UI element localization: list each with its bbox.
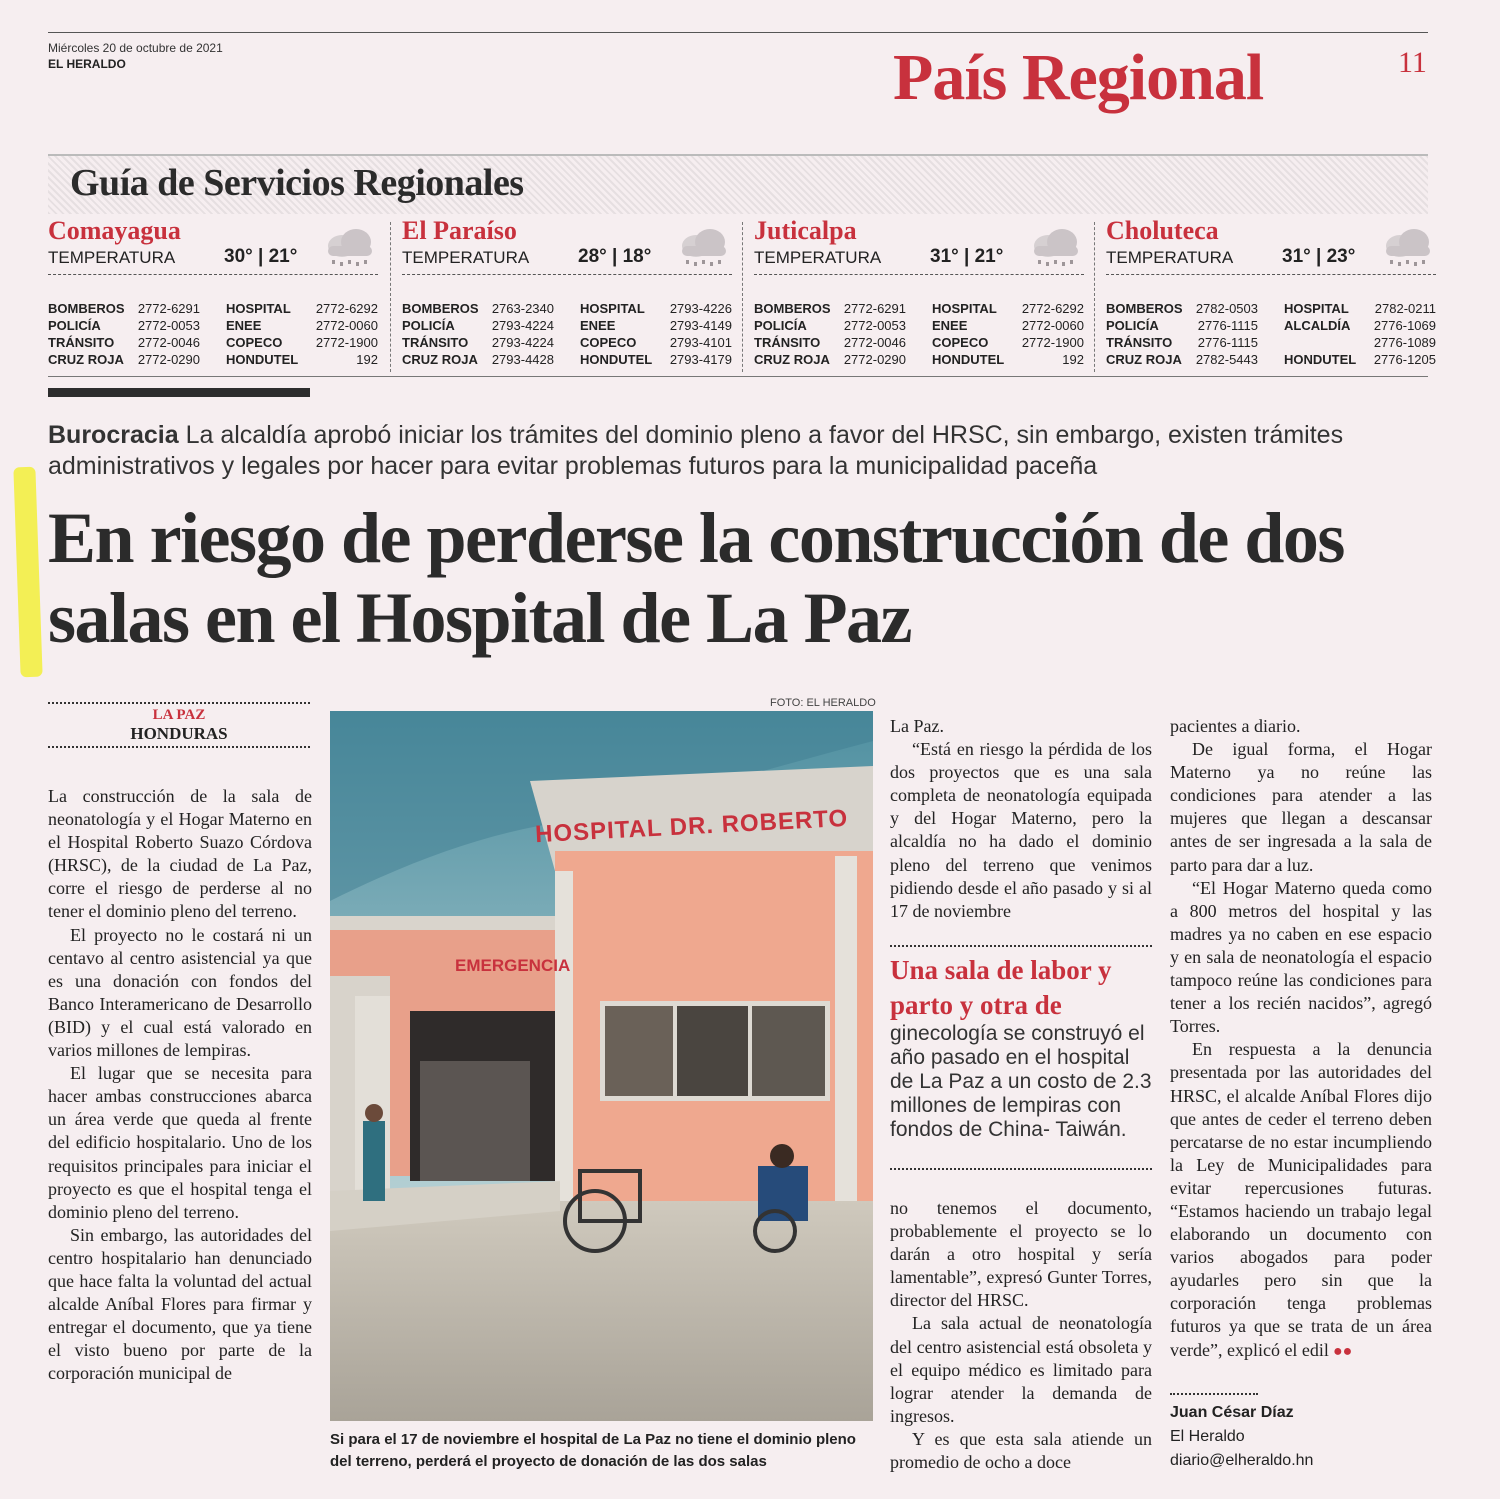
rain-cloud-icon	[1026, 224, 1084, 272]
page-number: 11	[1398, 46, 1427, 79]
temperature-value: 31° | 21°	[930, 246, 1004, 267]
service-phone: 2776-1115	[1197, 335, 1258, 350]
service-phone: 2782-0211	[1374, 301, 1436, 316]
guide-bottom-rule	[48, 376, 1428, 377]
paragraph-text: El proyecto no le costará ni un centavo al centro asistencial ya que es una donación con fondos del Banco Interamericano de Desarrollo (BID) y el cual está valorado en varios millones de lempiras.	[48, 924, 312, 1061]
service-name: HONDUTEL	[580, 352, 653, 367]
end-mark-icon: ●●	[1328, 1342, 1353, 1360]
rain-cloud-icon	[320, 224, 378, 272]
service-name: HONDUTEL	[1284, 352, 1357, 367]
pullquote-rule	[890, 945, 1152, 947]
paragraph-text: “El Hogar Materno queda como a 800 metros del hospital y las madres ya no caben en ese espacio y en sala de neonatología el espacio tampoco reúne las condiciones para tener a los recién nacidos”, agregó Torres.	[1170, 877, 1432, 1037]
service-name: ENEE	[226, 318, 262, 333]
city-name: Comayagua	[48, 216, 181, 245]
service-phone: 2772-6291	[843, 301, 906, 316]
photo-sign-emergency: EMERGENCIA	[455, 956, 571, 975]
paragraph	[890, 715, 1152, 738]
temperature-label: TEMPERATURA	[48, 248, 176, 267]
issue-date: Miércoles 20 de octubre de 2021	[48, 41, 223, 55]
city-name: El Paraíso	[402, 216, 517, 245]
service-phone: 2776-1089	[1373, 335, 1436, 350]
service-phone: 2772-0290	[843, 352, 906, 367]
paragraph-text: pacientes a diario.	[1170, 716, 1301, 736]
temperature-rule	[1106, 274, 1436, 275]
service-name: ENEE	[580, 318, 616, 333]
paragraph	[890, 1312, 1152, 1427]
hospital-photo	[330, 711, 873, 1421]
photo-credit: FOTO: EL HERALDO	[770, 697, 876, 709]
service-name: HONDUTEL	[226, 352, 299, 367]
service-name: POLICÍA	[48, 318, 101, 333]
service-name: BOMBEROS	[754, 301, 831, 316]
service-phone: 2772-6291	[137, 301, 200, 316]
service-phone: 2793-4226	[669, 301, 732, 316]
city-separator	[390, 222, 391, 372]
service-phone: 2772-6292	[1021, 301, 1084, 316]
photo-sign: HOSPITAL DR. ROBERTO	[534, 804, 849, 849]
city-name: Choluteca	[1106, 216, 1219, 245]
paragraph	[1170, 877, 1432, 1039]
paragraph	[890, 738, 1152, 923]
service-name: POLICÍA	[754, 318, 807, 333]
section-title: País Regional	[893, 41, 1264, 114]
paragraph-text: Sin embargo, las autoridades del centro hospitalario han denunciado que hace falta la voluntad del actual alcalde Aníbal Flores para firmar y entregar el documento, que ya tiene el visto bueno por parte de la corporación municipal de	[48, 1224, 312, 1384]
paragraph-text: La construcción de la sala de neonatología y el Hogar Materno en el Hospital Roberto Suazo Córdova (HRSC), de la ciudad de La Paz, corre el riesgo de perderse al no tener el dominio pleno del terreno.	[48, 786, 312, 922]
photo-caption: Si para el 17 de noviembre el hospital de La Paz no tiene el dominio pleno del terreno, perderá el proyecto de donación de las dos salas	[330, 1431, 856, 1470]
temperature-rule	[402, 274, 732, 275]
paragraph	[1170, 738, 1432, 877]
dateline-city: LA PAZ	[152, 707, 206, 723]
kicker-text: La alcaldía aprobó iniciar los trámites del dominio pleno a favor del HRSC, sin embargo, existen trámites administrativos y legales por hacer para evitar problemas futuros para la municipalidad paceña	[48, 421, 1344, 480]
service-phone: 2772-6292	[315, 301, 378, 316]
city-name: Juticalpa	[754, 216, 857, 245]
body-column-3-top	[890, 715, 1152, 923]
service-name: TRÁNSITO	[48, 335, 115, 350]
pullquote-title: Una sala de labor y parto y otra de	[890, 955, 1112, 1020]
temperature-label: TEMPERATURA	[1106, 248, 1234, 267]
service-phone: 192	[356, 352, 378, 367]
author-name: Juan César Díaz	[1170, 1404, 1294, 1421]
temperature-rule	[48, 274, 378, 275]
service-phone: 2782-0503	[1195, 301, 1258, 316]
service-name: COPECO	[226, 335, 283, 350]
service-name: HOSPITAL	[226, 301, 291, 316]
service-name: POLICÍA	[1106, 318, 1159, 333]
highlighter-mark	[13, 467, 42, 678]
dateline-country: HONDURAS	[130, 724, 228, 743]
service-name: COPECO	[580, 335, 637, 350]
city-block	[1106, 216, 1439, 376]
paragraph	[890, 1428, 1152, 1474]
service-name: HOSPITAL	[1284, 301, 1349, 316]
temperature-value: 31° | 23°	[1282, 246, 1356, 267]
dateline-rule	[48, 746, 310, 748]
temperature-label: TEMPERATURA	[402, 248, 530, 267]
service-name: TRÁNSITO	[402, 335, 469, 350]
service-phone: 2772-0046	[843, 335, 906, 350]
service-phone: 2793-4149	[669, 318, 732, 333]
paragraph-text: no tenemos el documento, probablemente el proyecto se lo darán a otro hospital y sería lamentable”, expresó Gunter Torres, director del HRSC.	[890, 1198, 1152, 1311]
body-column-1	[48, 785, 312, 1385]
author-paper: El Heraldo	[1170, 1428, 1245, 1445]
city-block	[402, 216, 735, 376]
service-phone: 2782-5443	[1195, 352, 1258, 367]
service-phone: 2776-1205	[1373, 352, 1436, 367]
kicker	[48, 420, 1408, 482]
service-phone: 2772-0053	[137, 318, 200, 333]
body-column-3-bottom	[890, 1197, 1152, 1474]
paragraph-text: De igual forma, el Hogar Materno ya no reúne las condiciones para atender a las mujeres que llegan a descansar antes de ser ingresada a la sala de parto para dar a luz.	[1170, 739, 1432, 875]
service-phone: 2763-2340	[491, 301, 554, 316]
paragraph-text: La sala actual de neonatología del centro asistencial está obsoleta y el equipo médico es limitado para lograr atender la demanda de ingresos.	[890, 1313, 1152, 1426]
paragraph-text: El lugar que se necesita para hacer ambas construcciones abarca un área verde que queda al frente del edificio hospitalario. Uno de los requisitos principales para iniciar el proyecto es que el hospital tenga el dominio pleno del terreno.	[48, 1063, 312, 1222]
paragraph-text: Y es que esta sala atiende un promedio de ocho a doce	[890, 1428, 1152, 1473]
newspaper-name: EL HERALDO	[48, 57, 126, 71]
paragraph	[48, 1062, 312, 1224]
rain-cloud-icon	[674, 224, 732, 272]
paragraph	[48, 785, 312, 924]
city-block	[48, 216, 381, 376]
service-name: BOMBEROS	[48, 301, 125, 316]
service-name: CRUZ ROJA	[1106, 352, 1182, 367]
paragraph-text: “Está en riesgo la pérdida de los dos proyectos que es una sala completa de neonatología equipada y del Hogar Materno, pero la alcaldía no ha dado el dominio pleno del terreno que venimos pidiendo desde el año pasado y si al 17 de noviembre	[890, 739, 1152, 921]
temperature-value: 28° | 18°	[578, 246, 652, 267]
paragraph	[48, 1224, 312, 1386]
headline: En riesgo de perderse la construcción de dos salas en el Hospital de La Paz	[48, 498, 1344, 658]
service-name: POLICÍA	[402, 318, 455, 333]
temperature-value: 30° | 21°	[224, 246, 298, 267]
service-name: HOSPITAL	[580, 301, 645, 316]
temperature-rule	[754, 274, 1084, 275]
service-phone: 2772-1900	[1021, 335, 1084, 350]
pullquote-rule	[890, 1168, 1152, 1170]
service-phone: 2776-1115	[1197, 318, 1258, 333]
paragraph	[890, 1197, 1152, 1312]
rain-cloud-icon	[1378, 224, 1436, 272]
service-name: ALCALDÍA	[1284, 318, 1351, 333]
service-phone: 2793-4224	[491, 318, 554, 333]
paragraph	[1170, 1038, 1432, 1362]
temperature-label: TEMPERATURA	[754, 248, 882, 267]
service-name: BOMBEROS	[402, 301, 479, 316]
service-name: ENEE	[932, 318, 968, 333]
kicker-label: Burocracia	[48, 421, 179, 449]
service-phone: 2793-4101	[669, 335, 732, 350]
pullquote-body: ginecología se construyó el año pasado en el hospital de La Paz a un costo de 2.3 millones de lempiras con fondos de China- Taiwán.	[890, 1022, 1152, 1141]
service-name: TRÁNSITO	[754, 335, 821, 350]
body-column-4	[1170, 715, 1432, 1363]
signature-rule	[1170, 1393, 1258, 1395]
paragraph-text: La Paz.	[890, 716, 944, 736]
service-phone: 2772-0053	[843, 318, 906, 333]
service-phone: 192	[1062, 352, 1084, 367]
service-name: CRUZ ROJA	[402, 352, 478, 367]
city-block	[754, 216, 1087, 376]
service-phone: 2776-1069	[1373, 318, 1436, 333]
author-email: diario@elheraldo.hn	[1170, 1452, 1314, 1469]
city-separator	[1094, 222, 1095, 372]
service-phone: 2772-1900	[315, 335, 378, 350]
service-phone: 2772-0290	[137, 352, 200, 367]
service-name: CRUZ ROJA	[48, 352, 124, 367]
service-name: HOSPITAL	[932, 301, 997, 316]
dateline-rule	[48, 702, 310, 704]
service-name: HONDUTEL	[932, 352, 1005, 367]
service-phone: 2772-0060	[315, 318, 378, 333]
service-phone: 2793-4179	[669, 352, 732, 367]
service-name: CRUZ ROJA	[754, 352, 830, 367]
service-phone: 2772-0060	[1021, 318, 1084, 333]
guide-title: Guía de Servicios Regionales	[70, 162, 524, 204]
service-name: BOMBEROS	[1106, 301, 1183, 316]
city-separator	[742, 222, 743, 372]
service-phone: 2793-4428	[491, 352, 554, 367]
paragraph	[1170, 715, 1432, 738]
paragraph-text: En respuesta a la denuncia presentada por las autoridades del HRSC, el alcalde Aníbal Flores dijo que antes de ceder el terreno deben percatarse de no estar incumpliendo la Ley de Municipalidades para evitar repercusiones futuras. “Estamos haciendo un trabajo legal elaborando un documento con varios abogados para poder ayudarles pero sin que la corporación tenga problemas futuros ya que se trata de un área verde”, explicó el edil	[1170, 1039, 1432, 1360]
service-phone: 2793-4224	[491, 335, 554, 350]
service-name: COPECO	[932, 335, 989, 350]
service-phone: 2772-0046	[137, 335, 200, 350]
article-top-bar	[48, 388, 310, 397]
paragraph	[48, 924, 312, 1063]
top-rule	[48, 32, 1428, 33]
service-name: TRÁNSITO	[1106, 335, 1173, 350]
